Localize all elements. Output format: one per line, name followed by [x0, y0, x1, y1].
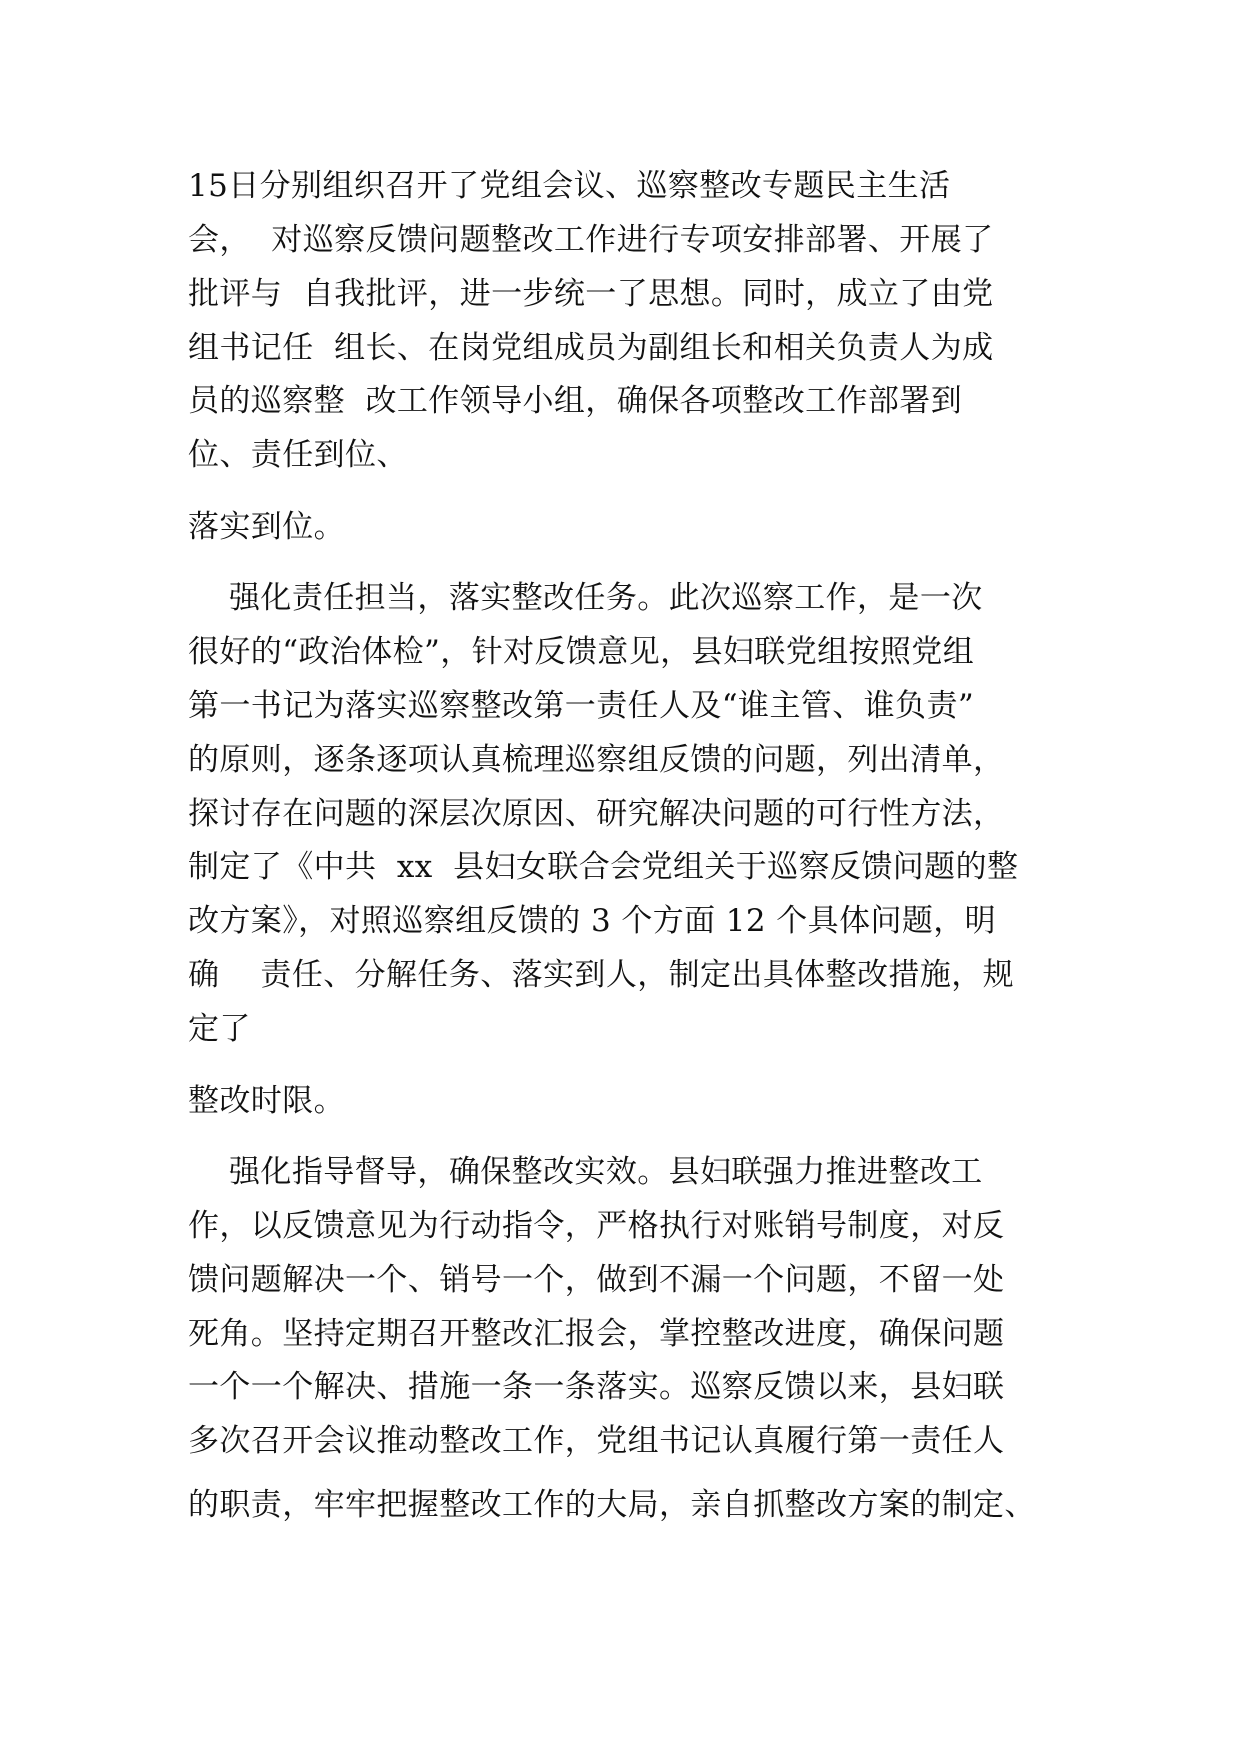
text-line: 第一书记为落实巡察整改第一责任人及“谁主管、谁负责”: [188, 688, 975, 724]
text-line: 多次召开会议推动整改工作，党组书记认真履行第一责任人: [188, 1423, 1005, 1459]
text-line: 改方案》，对照巡察组反馈的 3 个方面 12 个具体问题，明: [188, 903, 997, 939]
text-line: 组书记任 组长、在岗党组成员为副组长和相关负责人为成: [188, 330, 994, 366]
text-line: 探讨存在问题的深层次原因、研究解决问题的可行性方法，: [188, 796, 1005, 832]
text-line: 的原则，逐条逐项认真梳理巡察组反馈的问题，列出清单，: [188, 742, 1005, 778]
text-line: 15日分别组织召开了党组会议、巡察整改专题民主生活: [188, 168, 951, 204]
paragraph-first-line: 强化指导督导，确保整改实效。县妇联强力推进整改工: [188, 1154, 983, 1190]
text-line: 批评与 自我批评，进一步统一了思想。同时，成立了由党: [188, 276, 994, 312]
text-line: 的职责，牢牢把握整改工作的大局，亲自抓整改方案的制定、: [188, 1487, 1036, 1523]
text-line: 确 责任、分解任务、落实到人，制定出具体整改措施，规: [188, 957, 1015, 993]
text-line: 作，以反馈意见为行动指令，严格执行对账销号制度，对反: [188, 1208, 1005, 1244]
text-line: 员的巡察整 改工作领导小组，确保各项整改工作部署到: [188, 383, 963, 419]
text-line: 制定了《中共 xx 县妇女联合会党组关于巡察反馈问题的整: [188, 849, 1019, 885]
text-line: 很好的“政治体检”，针对反馈意见，县妇联党组按照党组: [188, 634, 975, 670]
text-line: 落实到位。: [188, 509, 345, 545]
text-line: 一个一个解决、措施一条一条落实。巡察反馈以来，县妇联: [188, 1369, 1005, 1405]
text-line: 会， 对巡察反馈问题整改工作进行专项安排部署、开展了: [188, 222, 994, 258]
text-line: 位、责任到位、: [188, 437, 408, 473]
text-line: 死角。坚持定期召开整改汇报会，掌控整改进度，确保问题: [188, 1316, 1005, 1352]
text-line: 定了: [188, 1011, 251, 1047]
text-line: 馈问题解决一个、销号一个，做到不漏一个问题，不留一处: [188, 1262, 1005, 1298]
paragraph-first-line: 强化责任担当，落实整改任务。此次巡察工作，是一次: [188, 580, 983, 616]
text-line: 整改时限。: [188, 1083, 345, 1119]
